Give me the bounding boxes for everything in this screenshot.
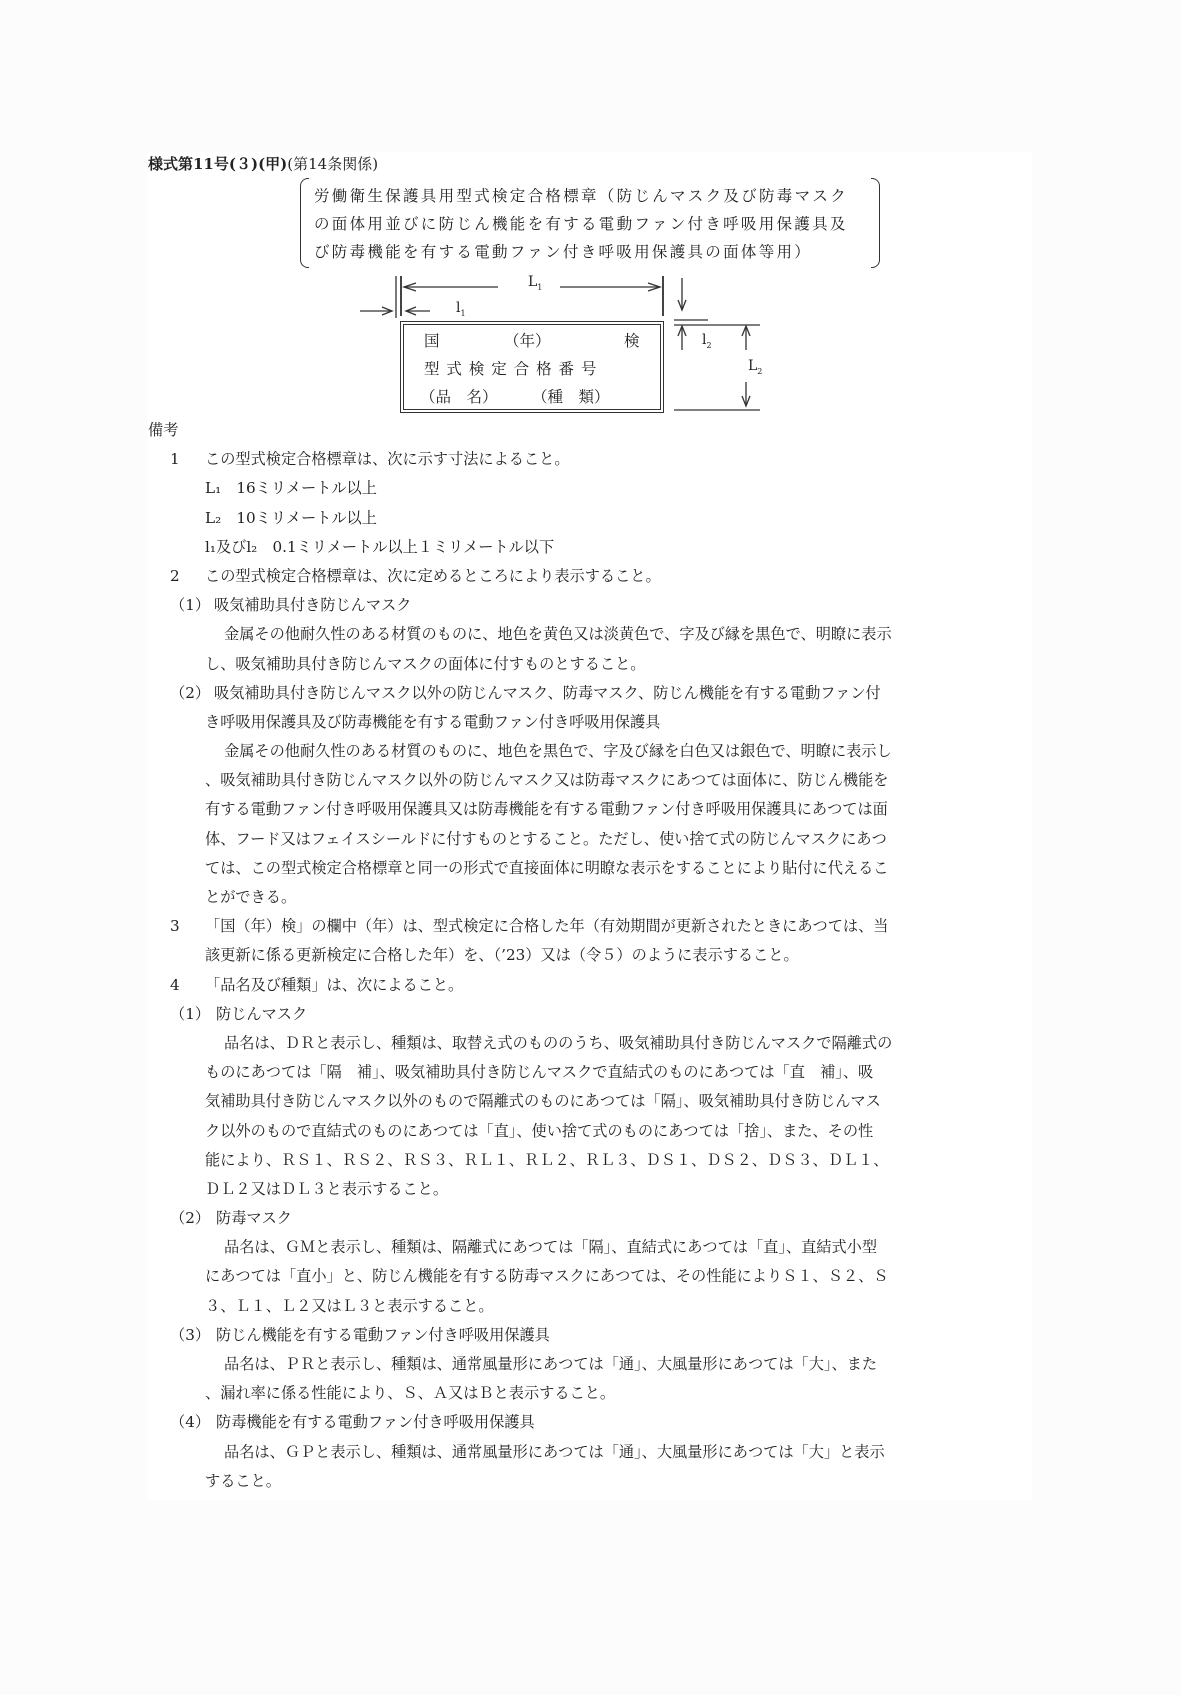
remark-line: [148, 737, 1032, 766]
remark-line: [148, 1438, 1032, 1467]
mark-title-line: び防毒機能を有する電動ファン付き呼吸用保護具の面体等用）: [314, 243, 813, 261]
remark-line: [148, 591, 1032, 620]
remark-line: [148, 825, 1032, 854]
remark-line: [148, 941, 1032, 970]
paragraph-text: し、吸気補助具付き防じんマスクの面体に付すものとすること。: [205, 654, 646, 673]
paragraph-text: とができる。: [205, 888, 297, 906]
right-brace: [871, 178, 880, 268]
left-brace: [300, 178, 309, 268]
paragraph-text: ＤＬ２又はＤＬ３と表示すること。: [205, 1179, 448, 1198]
remark-line: [148, 795, 1032, 824]
paragraph-text: 該更新に係る更新検定に合格した年）を、（’23）又は（令５）のように表示すること。: [205, 946, 799, 965]
remark-line: [148, 562, 1032, 591]
sub-item-number: （1）: [170, 1004, 211, 1023]
dim-l1-label: $l_1$: [456, 300, 466, 318]
remark-line: [148, 1117, 1032, 1146]
paragraph-text: 品名は、ＧＭと表示し、種類は、隔離式にあつては「隔」、直結式にあつては「直」、直結式小型: [224, 1238, 878, 1257]
dim-L2-label: $L_2$: [748, 358, 763, 376]
sub-item-number: （2）: [170, 1209, 211, 1228]
item-text: 「国（年）検」の欄中（年）は、型式検定に合格した年（有効期間が更新されたときにあつては、当: [205, 917, 889, 936]
paragraph-text: 有する電動ファン付き呼吸用保護具又は防毒機能を有する電動ファン付き呼吸用保護具にあつては面: [205, 800, 888, 819]
paragraph-text: 、吸気補助具付き防じんマスク以外の防じんマスク又は防毒マスクにあつては面体に、防じん機能を: [205, 771, 889, 790]
paragraph-text: 能により、ＲＳ１、ＲＳ２、ＲＳ３、ＲＬ１、ＲＬ２、ＲＬ３、ＤＳ１、ＤＳ２、ＤＳ３、ＤＬ１、: [205, 1150, 889, 1169]
item-text: この型式検定合格標章は、次に定めるところにより表示すること。: [205, 566, 661, 585]
paragraph-text: 金属その他耐久性のある材質のものに、地色を黒色で、字及び縁を白色又は銀色で、明瞭に表示し: [224, 742, 892, 761]
remark-line: [148, 445, 1032, 474]
remark-line: [148, 883, 1032, 912]
remarks-heading: 備考: [148, 421, 179, 439]
paragraph-text: 品名は、ＰＲと表示し、種類は、通常風量形にあつては「通」、大風量形にあつては「大」、また: [224, 1355, 878, 1373]
remark-line: [148, 1321, 1032, 1350]
item-text: 「品名及び種類」は、次によること。: [205, 975, 464, 994]
sub-item-number: （3）: [170, 1325, 211, 1344]
paragraph-text: 体、フード又はフェイスシールドに付すものとすること。ただし、使い捨て式の防じんマスクにあつ: [205, 829, 887, 848]
dim-L1-label: $L_1$: [528, 274, 543, 292]
remark-line: [148, 1029, 1032, 1058]
inspection-mark-box: 国 （年） 検 型 式 検 定 合 格 番 号 （品 名） （種 類）: [400, 321, 664, 413]
mark-dimension-diagram: [360, 272, 800, 422]
paragraph-text: 、漏れ率に係る性能により、Ｓ、Ａ又はＢと表示すること。: [205, 1384, 616, 1403]
sub-item-number: （4）: [170, 1413, 211, 1432]
sub-item-title: 防じん機能を有する電動ファン付き呼吸用保護具: [216, 1325, 550, 1344]
remark-line: [148, 679, 1032, 708]
remark-line: [148, 1467, 1032, 1496]
dimension-spec: L₂ 10ミリメートル以上: [205, 508, 377, 527]
paragraph-text: 気補助具付き防じんマスク以外のもので隔離式のものにあつては「隔」、吸気補助具付き防じんマス: [205, 1092, 881, 1111]
paragraph-text: 品名は、ＧＰと表示し、種類は、通常風量形にあつては「通」、大風量形にあつては「大」と表示: [224, 1442, 885, 1461]
remark-line: [148, 1262, 1032, 1291]
paragraph-text: き呼吸用保護具及び防毒機能を有する電動ファン付き呼吸用保護具: [205, 712, 661, 731]
sub-item-title: 吸気補助具付き防じんマスク以外の防じんマスク、防毒マスク、防じん機能を有する電動ファン付: [214, 683, 881, 702]
sub-item-number: （1）: [170, 596, 211, 615]
item-text: この型式検定合格標章は、次に示す寸法によること。: [205, 450, 570, 469]
remark-line: [148, 1204, 1032, 1233]
mark-title-line: の面体用並びに防じん機能を有する電動ファン付き呼吸用保護具及: [314, 215, 848, 233]
sub-item-title: 吸気補助具付き防じんマスク: [214, 596, 412, 615]
remark-line: [148, 1175, 1032, 1204]
item-number: 4: [170, 975, 180, 994]
remark-line: [148, 912, 1032, 941]
sub-item-title: 防毒機能を有する電動ファン付き呼吸用保護具: [216, 1413, 535, 1432]
remark-line: [148, 533, 1032, 562]
paragraph-text: ク以外のもので直結式のものにあつては「直」、使い捨て式のものにあつては「捨」、また、その性: [205, 1121, 874, 1140]
paragraph-text: ては、この型式検定合格標章と同一の形式で直接面体に明瞭な表示をすることにより貼付に代えるこ: [205, 858, 889, 877]
paragraph-text: 金属その他耐久性のある材質のものに、地色を黄色又は淡黄色で、字及び縁を黒色で、明瞭に表示: [224, 625, 892, 644]
related-article: (第14条関係): [287, 155, 379, 173]
paragraph-text: ３、Ｌ１、Ｌ２又はＬ３と表示すること。: [205, 1296, 494, 1315]
remark-line: [148, 650, 1032, 679]
item-number: 2: [170, 566, 180, 585]
paragraph-text: ものにあつては「隔 補」、吸気補助具付き防じんマスクで直結式のものにあつては「直 補」、吸: [205, 1063, 874, 1082]
mark-title-line: 労働衛生保護具用型式検定合格標章（防じんマスク及び防毒マスク: [314, 187, 849, 205]
remark-line: [148, 1292, 1032, 1321]
form-number-heading: [148, 153, 378, 174]
remark-line: [148, 854, 1032, 883]
remark-line: [148, 708, 1032, 737]
remark-line: [148, 1087, 1032, 1116]
remark-line: [148, 1379, 1032, 1408]
sub-item-title: 防毒マスク: [216, 1209, 292, 1228]
remark-line: [148, 1350, 1032, 1379]
dimension-spec: l₁及びl₂ 0.1ミリメートル以上１ミリメートル以下: [205, 537, 555, 556]
sub-item-title: 防じんマスク: [216, 1004, 308, 1023]
remarks-list: [148, 445, 1032, 1496]
remark-line: [148, 1146, 1032, 1175]
remark-line: [148, 1233, 1032, 1262]
paragraph-text: にあつては「直小」と、防じん機能を有する防毒マスクにあつては、その性能によりＳ１、Ｓ２、Ｓ: [205, 1267, 889, 1286]
sub-item-number: （2）: [170, 683, 211, 702]
paragraph-text: 品名は、ＤＲと表示し、種類は、取替え式のもののうち、吸気補助具付き防じんマスクで隔離式の: [224, 1033, 893, 1052]
remark-line: [148, 766, 1032, 795]
remark-line: [148, 1000, 1032, 1029]
item-number: 3: [170, 917, 180, 936]
dimension-spec: L₁ 16ミリメートル以上: [205, 479, 377, 498]
mark-title-bracket: [300, 178, 880, 268]
item-number: 1: [170, 450, 180, 469]
remark-line: [148, 1408, 1032, 1437]
remarks-section: [148, 416, 1032, 1496]
form-number: 様式第11号(３)(甲): [148, 155, 288, 173]
remark-line: [148, 474, 1032, 503]
remark-line: [148, 620, 1032, 649]
paragraph-text: すること。: [205, 1471, 281, 1490]
remark-line: [148, 971, 1032, 1000]
mark-title: [314, 182, 848, 266]
dim-l2-label: $l_2$: [702, 332, 712, 350]
remark-line: [148, 504, 1032, 533]
remark-line: [148, 1058, 1032, 1087]
